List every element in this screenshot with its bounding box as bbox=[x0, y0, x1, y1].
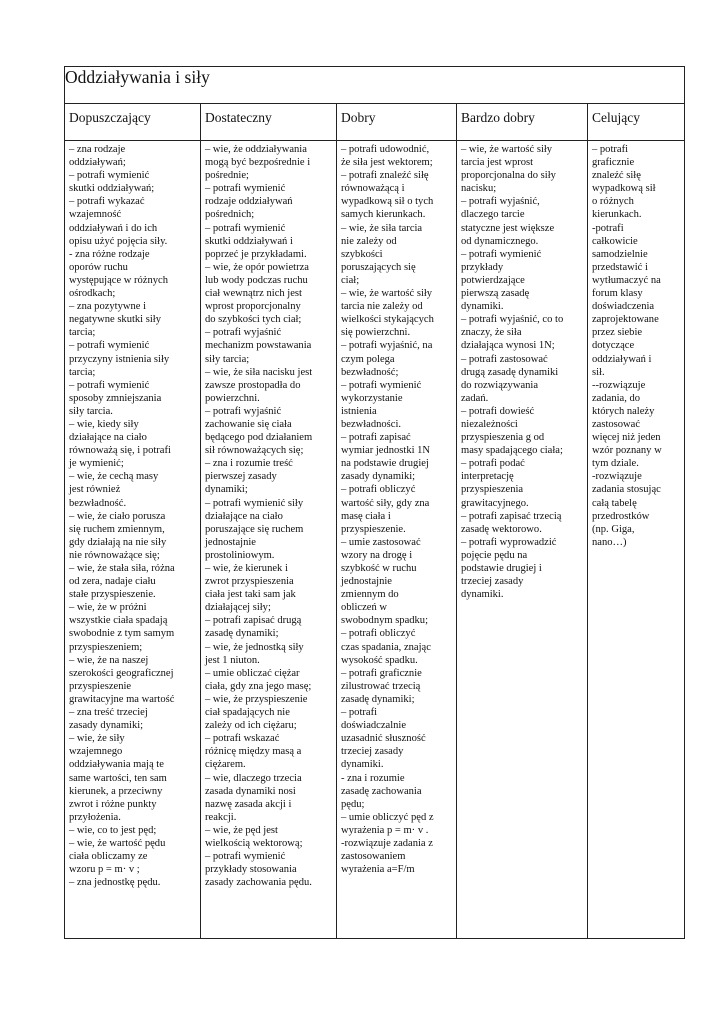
requirement-line: będącego pod działaniem bbox=[205, 432, 313, 444]
requirement-line: – wie, że kierunek i bbox=[205, 563, 288, 574]
requirement-line: – wie, że przyspieszenie bbox=[205, 693, 308, 705]
requirement-line: szybkości bbox=[341, 248, 383, 260]
requirement-line: dynamiki. bbox=[341, 759, 384, 771]
requirement-line: drugą zasadę dynamiki bbox=[461, 366, 559, 378]
requirement-line: uzasadnić słuszność bbox=[341, 733, 426, 745]
requirement-line: – zna rodzaje bbox=[69, 144, 126, 155]
requirement-line: trzeciej zasady bbox=[461, 576, 524, 588]
requirement-line: --rozwiązuje bbox=[592, 379, 646, 391]
requirement-line: – potrafi bbox=[341, 707, 378, 719]
requirement-line: – umie obliczać ciężar bbox=[205, 667, 300, 679]
requirement-line: wykorzystanie bbox=[341, 392, 403, 404]
requirement-line: – potrafi wyjaśnić bbox=[205, 405, 282, 417]
requirement-line: się ruchem zmiennym, bbox=[69, 523, 165, 535]
requirement-line: zwrot przyspieszenia bbox=[205, 576, 294, 588]
requirement-line: lub wody podczas ruchu bbox=[205, 274, 308, 286]
requirement-line: wzory na drogę i bbox=[341, 549, 413, 561]
requirement-line: przykłady stosowania bbox=[205, 864, 297, 876]
requirement-line: wzór poznany w bbox=[592, 445, 662, 457]
requirement-line: – potrafi zastosować bbox=[461, 353, 548, 365]
requirement-line: tarcia; bbox=[69, 327, 96, 339]
requirement-line: pośrednich; bbox=[205, 209, 255, 221]
requirement-line: proporcjonalna do siły bbox=[461, 170, 556, 182]
requirement-line: zachowanie się ciała bbox=[205, 418, 292, 430]
requirement-line: – wie, że na naszej bbox=[69, 654, 149, 666]
requirement-line: – wie, że siła tarcia bbox=[341, 222, 423, 234]
requirement-line: rodzaje oddziaływań bbox=[205, 196, 293, 208]
requirement-line: -rozwiązuje zadania z bbox=[341, 837, 433, 849]
requirement-line: gdy działają na nie siły bbox=[69, 536, 167, 548]
requirement-line: zasadę dynamiki; bbox=[341, 693, 415, 705]
requirement-line: - zna różne rodzaje bbox=[69, 248, 150, 260]
header-celujacy: Celujący bbox=[588, 104, 685, 141]
requirement-line: – potrafi podać bbox=[461, 458, 525, 470]
requirement-line: – potrafi wymienić bbox=[69, 170, 150, 182]
requirement-line: działająca wynosi 1N; bbox=[461, 340, 555, 352]
requirements-dostateczny bbox=[201, 141, 337, 939]
requirement-line: – wie, że jednostką siły bbox=[205, 641, 304, 653]
requirement-line: obliczeń w bbox=[341, 602, 387, 614]
requirement-line: ciał spadających nie bbox=[205, 707, 290, 719]
requirement-line: – wie, dlaczego trzecia bbox=[205, 772, 302, 784]
requirement-line: znaczy, że siła bbox=[461, 327, 522, 339]
requirement-line: równoważą się, i potrafi bbox=[69, 445, 171, 457]
requirement-line: wielkością wektorową; bbox=[205, 837, 303, 849]
requirement-line: wypadkową sił bbox=[592, 183, 656, 195]
requirement-line: – potrafi zapisać trzecią bbox=[461, 510, 562, 522]
requirement-line: pędu; bbox=[341, 798, 365, 810]
requirement-line: powierzchni. bbox=[205, 392, 260, 404]
requirement-line: – zna treść trzeciej bbox=[69, 707, 148, 719]
requirement-line: – potrafi wymienić bbox=[69, 340, 150, 352]
requirement-line: zadania stosując bbox=[592, 484, 661, 496]
requirement-line: bezwładności. bbox=[341, 418, 402, 430]
requirement-line: – wie, że stała siła, różna bbox=[69, 563, 175, 574]
requirement-line: (np. Giga, bbox=[592, 523, 635, 535]
requirements-bardzo-dobry bbox=[457, 141, 588, 939]
requirement-line: jednostajnie bbox=[341, 576, 392, 588]
requirement-line: przyczyny istnienia siły bbox=[69, 353, 170, 365]
requirement-line: zaprojektowane bbox=[592, 314, 659, 326]
grading-table bbox=[64, 66, 685, 939]
requirement-line: więcej niż jeden bbox=[592, 432, 661, 444]
requirement-line: wysokość spadku. bbox=[341, 654, 418, 666]
requirement-line: swobodnym spadku; bbox=[341, 615, 429, 627]
requirement-line: – wie, że oddziaływania bbox=[205, 144, 307, 155]
requirement-line: nacisku; bbox=[461, 183, 497, 195]
requirement-line: tarcia nie zależy od bbox=[341, 301, 423, 313]
requirement-line: – wie, że wartość siły bbox=[341, 288, 433, 300]
requirement-line: dynamiki. bbox=[461, 589, 504, 601]
requirement-line: – wie, że wartość pędu bbox=[69, 837, 166, 849]
requirement-line: reakcji. bbox=[205, 811, 237, 823]
requirement-line: czas spadania, znając bbox=[341, 641, 431, 653]
requirement-line: – potrafi wyjaśnić, co to bbox=[461, 314, 564, 326]
requirement-line: pojęcie pędu na bbox=[461, 549, 528, 561]
requirement-line: – wie, że w próżni bbox=[69, 602, 147, 614]
requirement-line: przyspieszeniem; bbox=[69, 641, 143, 653]
requirement-line: wielkości stykających bbox=[341, 314, 434, 326]
requirement-line: zastosować bbox=[592, 418, 641, 430]
requirement-line: ciała, gdy zna jego masę; bbox=[205, 680, 312, 692]
requirement-line: – potrafi zapisać drugą bbox=[205, 615, 302, 627]
requirement-line: sił równoważących się; bbox=[205, 445, 304, 457]
requirement-line: – potrafi wyprowadzić bbox=[461, 536, 557, 548]
requirement-line: równoważącą i bbox=[341, 183, 405, 195]
requirement-line: do rozwiązywania bbox=[461, 379, 539, 391]
requirement-line: przez siebie bbox=[592, 327, 643, 339]
requirement-line: – potrafi dowieść bbox=[461, 405, 535, 417]
requirement-line: ośrodkach; bbox=[69, 288, 116, 300]
requirements-dobry bbox=[337, 141, 457, 939]
header-dopuszczajacy: Dopuszczający bbox=[65, 104, 201, 141]
requirement-line: – potrafi wymienić bbox=[341, 379, 422, 391]
requirement-line: zasadę dynamiki; bbox=[205, 628, 279, 640]
requirement-line: podstawie drugiej i bbox=[461, 563, 542, 574]
requirement-line: trzeciej zasady bbox=[341, 746, 404, 758]
requirement-line: grawitacyjne ma wartość bbox=[69, 693, 175, 705]
requirement-line: je wymienić; bbox=[69, 458, 124, 470]
requirement-line: pierwszej zasady bbox=[205, 471, 277, 483]
requirement-line: przyspieszenia bbox=[461, 484, 524, 496]
requirement-line: ciał; bbox=[341, 274, 360, 286]
requirement-line: – wie, że wartość siły bbox=[461, 144, 553, 155]
requirement-line: różnicę między masą a bbox=[205, 746, 302, 758]
requirement-line: dlaczego tarcie bbox=[461, 209, 525, 221]
requirement-line: – potrafi wymienić bbox=[461, 248, 542, 260]
requirement-line: – wie, kiedy siły bbox=[69, 418, 139, 430]
requirement-line: potwierdzające bbox=[461, 274, 525, 286]
requirement-line: zwrot i różne punkty bbox=[69, 798, 157, 810]
requirement-line: doświadczenia bbox=[592, 301, 655, 313]
requirement-line: – potrafi wymienić bbox=[69, 379, 150, 391]
requirement-line: zadań. bbox=[461, 392, 489, 404]
requirement-line: przyłożenia. bbox=[69, 811, 121, 823]
requirement-line: działające na ciało bbox=[69, 432, 147, 444]
requirement-line: – potrafi wymienić bbox=[205, 183, 286, 195]
requirement-line: mechanizm powstawania bbox=[205, 340, 312, 352]
table-title: Oddziaływania i siły bbox=[65, 67, 685, 104]
requirement-line: statyczne jest większe bbox=[461, 222, 555, 234]
requirement-line: znaleźć siłę bbox=[592, 170, 641, 182]
requirement-line: siły tarcia. bbox=[69, 405, 113, 417]
requirement-line: o różnych bbox=[592, 196, 634, 208]
requirement-line: wymiar jednostki 1N bbox=[341, 445, 431, 457]
requirement-line: masy spadającego ciała; bbox=[461, 445, 563, 457]
requirement-line: na podstawie drugiej bbox=[341, 458, 429, 470]
requirement-line: zasady dynamiki; bbox=[341, 471, 416, 483]
requirement-line: – potrafi wyjaśnić bbox=[205, 327, 282, 339]
requirement-line: jest 1 niuton. bbox=[205, 654, 260, 666]
requirement-line: skutki oddziaływań i bbox=[205, 235, 293, 247]
requirement-line: czym polega bbox=[341, 353, 395, 365]
requirement-line: zawsze prostopadła do bbox=[205, 379, 301, 391]
requirement-line: pierwszą zasadę bbox=[461, 288, 530, 300]
requirement-line: zadania, do bbox=[592, 392, 641, 404]
requirement-line: grawitacyjnego. bbox=[461, 497, 529, 509]
requirement-line: -potrafi bbox=[592, 222, 624, 234]
requirement-line: zastosowaniem bbox=[341, 851, 406, 863]
requirement-line: zmiennym do bbox=[341, 589, 399, 601]
requirement-line: bezwładność; bbox=[341, 366, 399, 378]
requirement-line: poruszających się bbox=[341, 261, 416, 273]
header-bardzo-dobry: Bardzo dobry bbox=[457, 104, 588, 141]
requirement-line: stałe przyspieszenie. bbox=[69, 589, 156, 601]
requirement-line: działającej siły; bbox=[205, 602, 271, 614]
requirement-line: nie zależy od bbox=[341, 235, 397, 247]
requirement-line: nie równoważące się; bbox=[69, 549, 160, 561]
requirement-line: do szybkości tych ciał; bbox=[205, 314, 302, 326]
requirement-line: przyspieszenie. bbox=[341, 523, 406, 535]
requirement-line: przedstawić i bbox=[592, 261, 648, 273]
requirement-line: poprzeć je przykładami. bbox=[205, 248, 307, 260]
requirement-line: poruszające się ruchem bbox=[205, 523, 304, 535]
header-dobry: Dobry bbox=[337, 104, 457, 141]
requirement-line: niezależności bbox=[461, 418, 518, 430]
requirement-line: szybkość w ruchu bbox=[341, 563, 417, 574]
requirement-line: interpretację bbox=[461, 471, 514, 483]
requirement-line: negatywne skutki siły bbox=[69, 314, 161, 326]
requirement-line: ciała obliczamy ze bbox=[69, 851, 148, 863]
requirement-line: się powierzchni. bbox=[341, 327, 411, 339]
requirement-line: przykłady bbox=[461, 261, 504, 273]
requirement-line: – potrafi graficznie bbox=[341, 667, 422, 679]
requirement-line: – potrafi udowodnić, bbox=[341, 144, 430, 155]
requirement-line: same wartości, ten sam bbox=[69, 772, 167, 784]
requirement-line: dynamiki; bbox=[205, 484, 248, 496]
requirement-line: zasady zachowania pędu. bbox=[205, 877, 312, 889]
requirement-line: występujące w różnych bbox=[69, 274, 168, 286]
requirement-line: ciężarem. bbox=[205, 759, 246, 771]
requirement-line: tym dziale. bbox=[592, 458, 639, 470]
requirement-line: masę ciała i bbox=[341, 510, 391, 522]
requirement-line: siły tarcia; bbox=[205, 353, 250, 365]
requirement-line: wzajemność bbox=[69, 209, 122, 221]
requirement-line: zasadę zachowania bbox=[341, 785, 422, 797]
requirement-line: – potrafi obliczyć bbox=[341, 628, 416, 640]
requirement-line: zilustrować trzecią bbox=[341, 680, 421, 692]
requirement-line: oddziaływań i bbox=[592, 353, 652, 365]
requirements-dopuszczajacy bbox=[65, 141, 201, 939]
requirement-line: wprost proporcjonalny bbox=[205, 301, 301, 313]
requirement-line: – potrafi obliczyć bbox=[341, 484, 416, 496]
requirement-line: – potrafi wyjaśnić, na bbox=[341, 340, 433, 352]
requirement-line: zależy od ich ciężaru; bbox=[205, 720, 297, 732]
requirement-line: nano…) bbox=[592, 536, 627, 548]
requirement-line: bezwładność. bbox=[69, 497, 127, 509]
requirement-line: – zna i rozumie treść bbox=[205, 458, 293, 470]
requirement-line: zasady dynamiki; bbox=[69, 720, 144, 732]
requirement-line: kierunek, a przeciwny bbox=[69, 785, 163, 797]
requirement-line: przyspieszenia g od bbox=[461, 432, 545, 444]
requirement-line: przedrostków bbox=[592, 510, 650, 522]
requirement-line: których należy bbox=[592, 405, 655, 417]
requirement-line: – wie, że ciało porusza bbox=[69, 510, 166, 522]
requirement-line: wzajemnego bbox=[69, 746, 123, 758]
requirement-line: ciał wewnątrz nich jest bbox=[205, 288, 302, 300]
requirement-line: tarcia jest wprost bbox=[461, 157, 534, 169]
requirement-line: pośrednie; bbox=[205, 170, 249, 182]
requirement-line: opisu użyć pojęcia siły. bbox=[69, 235, 168, 247]
requirement-line: – zna jednostkę pędu. bbox=[69, 877, 161, 889]
requirement-line: wzoru p = m· v ; bbox=[69, 864, 140, 876]
requirements-celujacy bbox=[588, 141, 685, 939]
requirement-line: – potrafi wymienić siły bbox=[205, 497, 304, 509]
requirement-line: doświadczalnie bbox=[341, 720, 407, 732]
requirement-line: oddziaływań i do ich bbox=[69, 222, 158, 234]
requirement-line: – potrafi wyjaśnić, bbox=[461, 196, 540, 208]
requirement-line: – wie, że pęd jest bbox=[205, 824, 278, 836]
requirement-line: – potrafi bbox=[592, 144, 629, 155]
requirement-line: forum klasy bbox=[592, 288, 643, 300]
header-dostateczny: Dostateczny bbox=[201, 104, 337, 141]
requirement-line: zasadę wektorowo. bbox=[461, 523, 542, 535]
requirement-line: oddziaływania mają te bbox=[69, 759, 164, 771]
requirement-line: graficznie bbox=[592, 157, 635, 169]
requirement-line: wszystkie ciała spadają bbox=[69, 615, 168, 627]
requirement-line: -rozwiązuje bbox=[592, 471, 642, 483]
requirement-line: – potrafi wymienić bbox=[205, 851, 286, 863]
requirement-line: samych kierunkach. bbox=[341, 209, 426, 221]
requirement-line: – zna pozytywne i bbox=[69, 301, 147, 313]
requirement-line: – potrafi wykazać bbox=[69, 196, 145, 208]
requirement-line: oporów ruchu bbox=[69, 261, 128, 273]
requirement-line: wartość siły, gdy zna bbox=[341, 497, 430, 509]
requirement-line: sposoby zmniejszania bbox=[69, 392, 162, 404]
requirement-line: wyrażenia p = m· v . bbox=[341, 824, 429, 836]
requirement-line: – wie, że siła nacisku jest bbox=[205, 366, 313, 378]
requirement-line: zasada dynamiki nosi bbox=[205, 785, 296, 797]
requirement-line: wyrażenia a=F/m bbox=[341, 864, 415, 876]
requirement-line: nazwę zasada akcji i bbox=[205, 798, 292, 810]
requirement-line: jednostajnie bbox=[205, 536, 256, 548]
requirement-line: samodzielnie bbox=[592, 248, 648, 260]
requirement-line: sił. bbox=[592, 366, 605, 378]
requirement-line: przyspieszenie bbox=[69, 680, 132, 692]
requirement-line: oddziaływań; bbox=[69, 157, 126, 169]
requirement-line: dynamiki. bbox=[461, 301, 504, 313]
requirement-line: – potrafi znaleźć siłę bbox=[341, 170, 429, 182]
requirement-line: – wie, że cechą masy bbox=[69, 471, 159, 483]
requirement-line: od zera, nadaje ciału bbox=[69, 576, 156, 588]
requirement-line: – umie zastosować bbox=[341, 536, 421, 548]
requirement-line: działające na ciało bbox=[205, 510, 283, 522]
requirement-line: istnienia bbox=[341, 405, 377, 417]
requirement-line: wypadkową sił o tych bbox=[341, 196, 434, 208]
requirement-line: – umie obliczyć pęd z bbox=[341, 811, 434, 823]
requirement-line: – wie, że siły bbox=[69, 733, 125, 745]
requirement-line: szerokości geograficznej bbox=[69, 667, 174, 679]
requirement-line: – potrafi zapisać bbox=[341, 432, 411, 444]
requirement-line: tarcia; bbox=[69, 366, 96, 378]
requirement-line: – potrafi wymienić bbox=[205, 222, 286, 234]
requirement-line: dotyczące bbox=[592, 340, 635, 352]
requirement-line: że siła jest wektorem; bbox=[341, 157, 433, 169]
requirement-line: mogą być bezpośrednie i bbox=[205, 157, 311, 169]
requirement-line: – wie, że opór powietrza bbox=[205, 261, 309, 273]
requirement-line: swobodnie z tym samym bbox=[69, 628, 175, 640]
requirement-line: - zna i rozumie bbox=[341, 772, 405, 784]
requirement-line: całą tabelę bbox=[592, 497, 637, 509]
requirement-line: od dynamicznego. bbox=[461, 235, 539, 247]
requirement-line: skutki oddziaływań; bbox=[69, 183, 155, 195]
requirement-line: – potrafi wskazać bbox=[205, 733, 280, 745]
requirement-line: ciała jest taki sam jak bbox=[205, 589, 296, 601]
requirement-line: wytłumaczyć na bbox=[592, 274, 661, 286]
requirement-line: całkowicie bbox=[592, 235, 638, 247]
requirement-line: kierunkach. bbox=[592, 209, 642, 221]
requirement-line: prostoliniowym. bbox=[205, 549, 275, 561]
requirement-line: jest również bbox=[69, 484, 121, 496]
requirement-line: – wie, co to jest pęd; bbox=[69, 824, 157, 836]
